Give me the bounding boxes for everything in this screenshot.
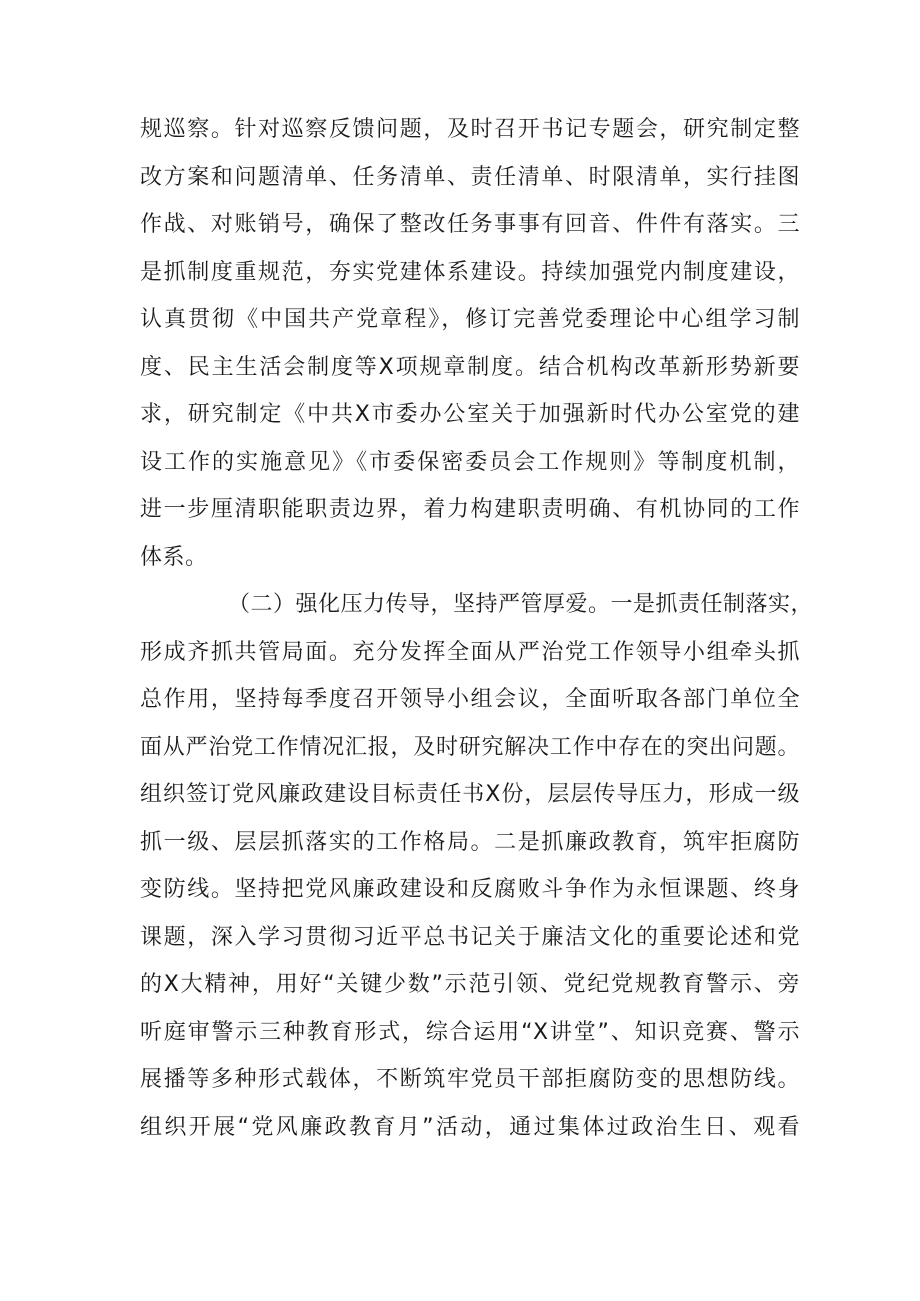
text-line: 认真贯彻《中国共产党章程》，修订完善党委理论中心组学习制 — [140, 307, 800, 332]
text-line: 组织开展“党风廉政教育月”活动，通过集体过政治生日、观看 — [140, 1114, 800, 1140]
text-line: 作战、对账销号，确保了整改任务事事有回音、件件有落实。三 — [140, 212, 800, 237]
text-line: 组织签订党风廉政建设目标责任书X份，层层传导压力，形成一级 — [140, 782, 800, 807]
text-line: 是抓制度重规范，夯实党建体系建设。持续加强党内制度建设， — [140, 259, 800, 285]
text-line: 抓一级、层层抓落实的工作格局。二是抓廉政教育，筑牢拒腐防 — [140, 829, 800, 855]
text-line: 体系。 — [140, 544, 208, 570]
text-line: 形成齐抓共管局面。充分发挥全面从严治党工作领导小组牵头抓 — [140, 639, 800, 665]
text-line: 听庭审警示三种教育形式，综合运用“X讲堂”、知识竞赛、警示 — [140, 1019, 800, 1045]
text-line: 规巡察。针对巡察反馈问题，及时召开书记专题会，研究制定整 — [140, 117, 800, 142]
text-line: 变防线。坚持把党风廉政建设和反腐败斗争作为永恒课题、终身 — [140, 877, 800, 902]
text-line: 进一步厘清职能职责边界，着力构建职责明确、有机协同的工作 — [140, 497, 800, 522]
text-line: 展播等多种形式载体，不断筑牢党员干部拒腐防变的思想防线。 — [140, 1067, 800, 1092]
text-line: 总作用，坚持每季度召开领导小组会议，全面听取各部门单位全 — [140, 687, 800, 712]
text-line: 课题，深入学习贯彻习近平总书记关于廉洁文化的重要论述和党 — [140, 924, 800, 950]
text-line: 设工作的实施意见》《市委保密委员会工作规则》等制度机制， — [140, 449, 800, 475]
text-line: 度、民主生活会制度等X项规章制度。结合机构改革新形势新要 — [140, 354, 800, 380]
paragraph-first-line: （二）强化压力传导，坚持严管厚爱。一是抓责任制落实， — [228, 592, 814, 617]
body-text — [140, 106, 814, 1151]
text-line: 的X大精神，用好“关键少数”示范引领、党纪党规教育警示、旁 — [140, 972, 800, 997]
text-line: 改方案和问题清单、任务清单、责任清单、时限清单，实行挂图 — [140, 164, 800, 190]
text-line: 面从严治党工作情况汇报，及时研究解决工作中存在的突出问题。 — [140, 734, 800, 760]
text-line: 求，研究制定《中共X市委办公室关于加强新时代办公室党的建 — [140, 402, 800, 427]
